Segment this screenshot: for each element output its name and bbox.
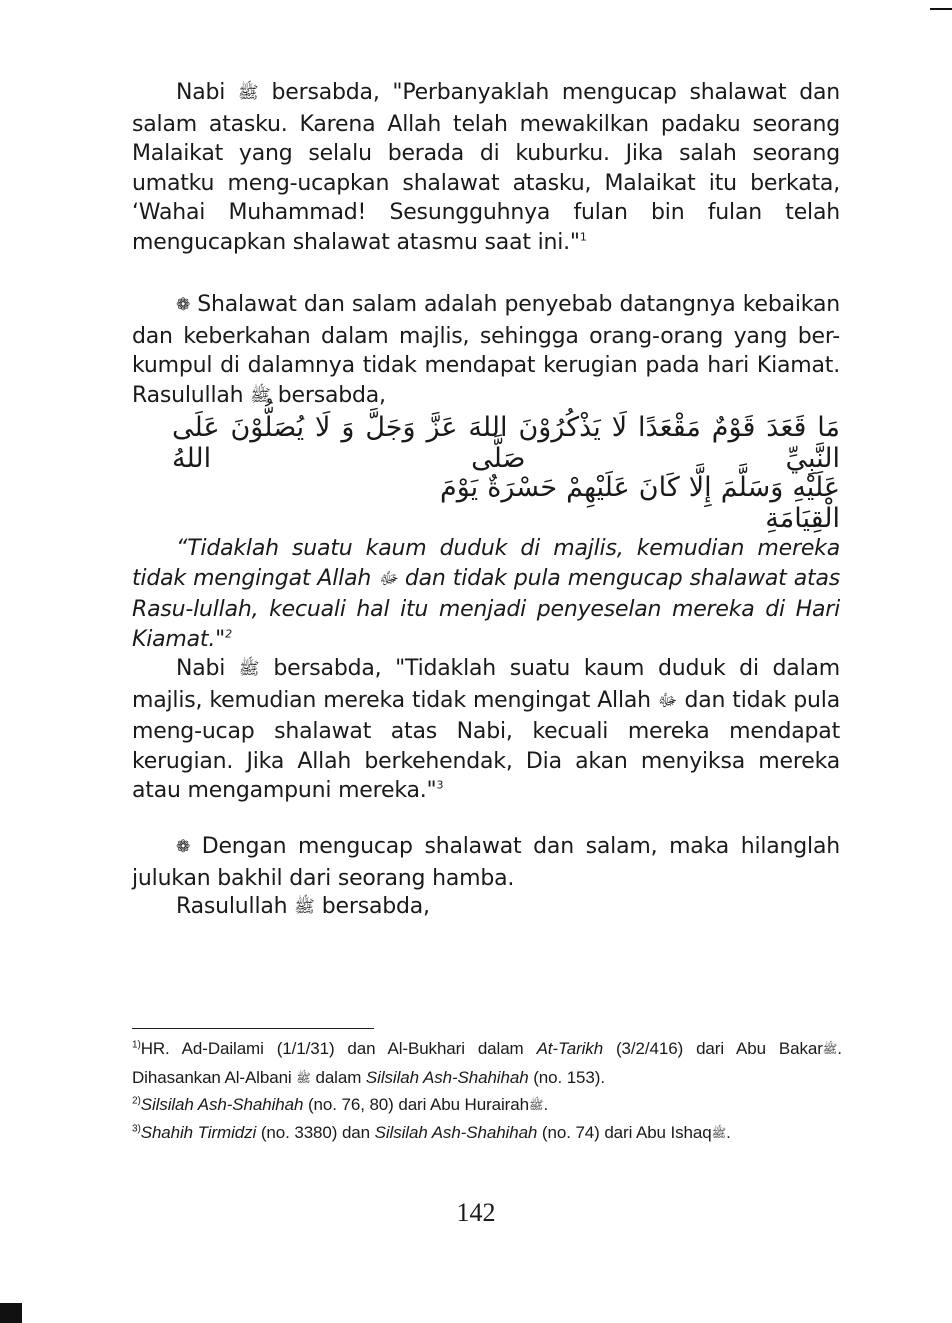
flower-bullet-icon: ❁ xyxy=(176,837,191,857)
footnote-number: 2) xyxy=(132,1095,141,1107)
flower-bullet-icon: ❁ xyxy=(176,295,191,315)
paragraph-1 xyxy=(132,78,840,257)
paragraph-4 xyxy=(132,832,840,893)
swt-honorific-icon: ﷻ xyxy=(378,568,398,589)
rahimahullah-honorific-icon: ﷺ xyxy=(296,1071,311,1085)
footnote-2 xyxy=(132,1091,842,1120)
scan-edge-mark xyxy=(930,8,952,10)
ra-honorific-icon: ﷺ xyxy=(822,1042,838,1056)
arabic-line-1: مَا قَعَدَ قَوْمٌ مَقْعَدًا لَا يَذْكُرُوْنَ اللهَ عَزَّ وَجَلَّ وَ لَا يُصَلُّوْنَ عَلَى النَّبِيِّ صَلَّى اللهُ xyxy=(172,412,840,474)
arabic-line-2: عَلَيْهِ وَسَلَّمَ إِلَّا كَانَ عَلَيْهِمْ حَسْرَةٌ يَوْمَ الْقِيَامَةِ xyxy=(440,472,840,534)
paragraph-3-text-2: dan tidak pula meng-ucap shalawat atas Nabi, kecuali mereka mendapat kerugian. Jika Allah berkehendak, Dia akan menyiksa mereka atau mengampuni mereka." xyxy=(132,687,840,803)
bersabda-word: bersabda, xyxy=(277,382,386,408)
footnote-3-book-c: Silsilah Ash-Shahihah xyxy=(374,1123,538,1142)
saw-honorific-icon: ﷺ xyxy=(238,659,260,679)
footnote-3-text-b: (no. 3380) dan xyxy=(260,1123,371,1142)
footnote-1-book: Silsilah Ash-Shahihah xyxy=(365,1068,529,1087)
paragraph-2-text: Shalawat dan salam adalah penyebab datangnya kebaikan dan keberkahan dalam majlis, sehingga orang-orang yang ber-kumpul di dalamnya tidak mendapat kerugian pada hari Kiamat. xyxy=(132,292,840,378)
paragraph-1-text: bersabda, "Perbanyaklah mengucap shalawat dan salam atasku. Karena Allah telah mewakilkan padaku seorang Malaikat yang selalu berada di kuburku. Jika salah seorang umatku meng-ucapkan shalawat atasku, Malaikat itu berkata, ‘Wahai Muhammad! Sesungguhnya fulan bin fulan telah mengucapkan shalawat atasmu saat ini." xyxy=(132,80,841,255)
rasulullah-word: Rasulullah xyxy=(176,894,288,919)
nabi-word: Nabi xyxy=(176,656,226,681)
translation-quote xyxy=(132,534,840,654)
paragraph-4-text: Dengan mengucap shalawat dan salam, maka hilanglah julukan bakhil dari seorang hamba. xyxy=(132,834,840,891)
footnote-ref-1: 1 xyxy=(579,230,587,244)
translation-text-1: “Tidaklah suatu kaum duduk di majlis, kemudian mereka tidak mengingat Allah xyxy=(132,536,840,591)
nabi-word: Nabi xyxy=(176,80,226,105)
saw-honorific-icon: ﷺ xyxy=(294,897,315,917)
footnote-1-text-g: (no. 153). xyxy=(533,1068,605,1087)
paragraph-3 xyxy=(132,654,840,806)
footnote-1-text-d: . Dihasankan Al-Albani xyxy=(132,1039,843,1087)
scan-corner-mark xyxy=(0,1303,22,1323)
rasulullah-word: Rasulullah xyxy=(132,382,244,408)
paragraph-2 xyxy=(132,290,840,412)
footnote-3 xyxy=(132,1119,842,1148)
footnote-1-text-e: dalam xyxy=(315,1068,362,1087)
ra-honorific-icon: ﷺ xyxy=(528,1098,544,1112)
footnote-2-text-b: (no. 76, 80) dari Abu Hurairah xyxy=(307,1095,529,1114)
paragraph-3-text-1: bersabda, "Tidaklah suatu kaum duduk di dalam majlis, kemudian mereka tidak mengingat Allah xyxy=(132,656,841,713)
footnote-2-text-c: . xyxy=(543,1095,549,1114)
saw-honorific-icon: ﷺ xyxy=(250,385,271,406)
saw-honorific-icon: ﷺ xyxy=(238,83,259,103)
footnote-1-text-c: (3/2/416) dari Abu Bakar xyxy=(616,1039,823,1058)
footnote-2-book: Silsilah Ash-Shahihah xyxy=(140,1095,304,1114)
footnote-1-title: At-Tarikh xyxy=(536,1039,604,1058)
translation-text-2: dan tidak pula mengucap shalawat atas Rasu-lullah, kecuali hal itu menjadi penyeselan mereka di Hari Kiamat." xyxy=(132,565,840,652)
footnote-ref-3: 3 xyxy=(436,778,444,792)
footnote-number: 3) xyxy=(132,1123,141,1135)
ra-honorific-icon: ﷺ xyxy=(711,1126,727,1140)
page-number: 142 xyxy=(456,1198,496,1227)
footnote-3-text-d: (no. 74) dari Abu Ishaq xyxy=(541,1123,712,1142)
footnote-ref-2: 2 xyxy=(225,627,232,641)
footnote-divider xyxy=(132,1028,374,1029)
swt-honorific-icon: ﷻ xyxy=(657,690,678,711)
footnote-3-text-e: . xyxy=(726,1123,731,1142)
bersabda-word: bersabda, xyxy=(321,894,430,919)
footnote-3-book-a: Shahih Tirmidzi xyxy=(140,1123,257,1142)
footnote-1-text-a: HR. Ad-Dailami (1/1/31) dan Al-Bukhari dalam xyxy=(140,1039,524,1058)
footnote-1 xyxy=(132,1035,842,1093)
paragraph-5 xyxy=(132,892,840,924)
footnote-number: 1) xyxy=(132,1039,141,1051)
